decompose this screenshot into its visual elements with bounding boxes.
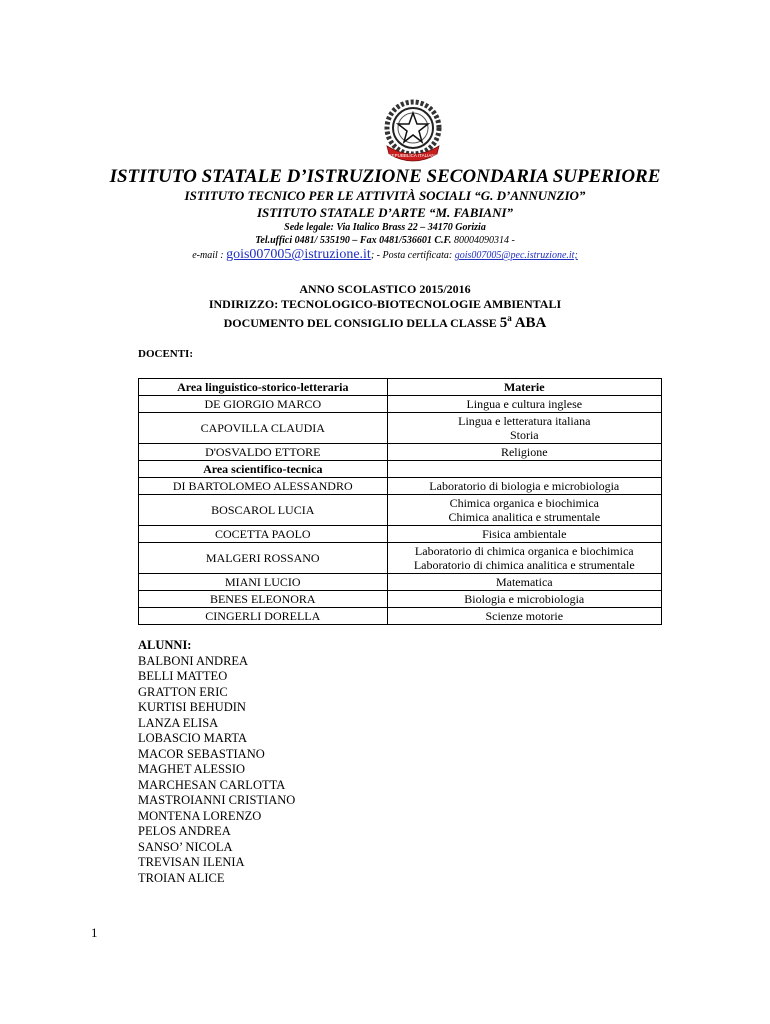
table-row [139,574,662,591]
student-name: MARCHESAN CARLOTTA [138,777,286,792]
email-link[interactable]: gois007005@istruzione.it [226,247,371,262]
teacher-name: MIANI LUCIO [139,574,388,591]
institute-title: ISTITUTO STATALE D’ISTRUZIONE SECONDARIA SUPERIORE [109,166,661,187]
header-area-1: Area linguistico-storico-letteraria [139,379,388,396]
phone-line [0,235,770,246]
table-row [139,413,662,444]
student-name: TREVISAN ILENIA [138,855,245,869]
subject: Lingua e cultura inglese [387,396,661,413]
alunni-label: ALUNNI: [138,638,192,652]
school-name-2: ISTITUTO STATALE D’ARTE “M. FABIANI” [256,205,514,220]
student-name: MONTENA LORENZO [138,808,262,823]
svg-text:REPUBBLICA ITALIANA: REPUBBLICA ITALIANA [388,153,438,158]
pec-link[interactable]: gois007005@pec.istruzione.it; [454,250,578,261]
table-row [139,526,662,543]
table-row [139,495,662,526]
pec-label: ; - Posta certificata: [370,250,453,261]
subject: Chimica organica e biochimica Chimica analitica e strumentale [387,495,661,526]
empty-cell [387,461,661,478]
teacher-name: BENES ELEONORA [139,591,388,608]
teacher-name: CAPOVILLA CLAUDIA [139,413,388,444]
teacher-name: MALGERI ROSSANO [139,543,388,574]
student-name: LANZA ELISA [138,715,219,730]
teacher-name: DE GIORGIO MARCO [139,396,388,413]
table-row [139,396,662,413]
student-name: MASTROIANNI CRISTIANO [138,793,296,807]
address-line: Sede legale: Via Italico Brass 22 – 34170 Gorizia [284,222,486,233]
subject: Scienze motorie [387,608,661,625]
email-label: e-mail : [192,250,224,261]
table-header-row [139,379,662,396]
subject: Biologia e microbiologia [387,591,661,608]
subject: Religione [387,444,661,461]
table-row [139,543,662,574]
header-area-2: Area scientifico-tecnica [139,461,388,478]
school-year: ANNO SCOLASTICO 2015/2016 [299,282,471,296]
table-row [139,591,662,608]
document-title: DOCUMENTO DEL CONSIGLIO DELLA CLASSE [223,316,497,330]
teacher-name: DI BARTOLOMEO ALESSANDRO [139,478,388,495]
document-heading [0,313,770,332]
student-name: KURTISI BEHUDIN [138,700,246,714]
teacher-name: COCETTA PAOLO [139,526,388,543]
teacher-name: CINGERLI DORELLA [139,608,388,625]
italian-republic-emblem [379,96,447,164]
teacher-name: D'OSVALDO ETTORE [139,444,388,461]
student-name: BALBONI ANDREA [138,653,249,668]
subject: Laboratorio di biologia e microbiologia [387,478,661,495]
table-section-row [139,461,662,478]
school-name-1: ISTITUTO TECNICO PER LE ATTIVITÀ SOCIALI “G. D’ANNUNZIO” [184,188,586,203]
table-row [139,444,662,461]
docenti-label: DOCENTI: [138,348,194,360]
student-name: MACOR SEBASTIANO [138,746,265,761]
students-section [138,638,295,886]
subject: Matematica [387,574,661,591]
student-name: GRATTON ERIC [138,684,228,699]
table-row [139,478,662,495]
subject: Laboratorio di chimica organica e biochimica Laboratorio di chimica analitica e strumentale [387,543,661,574]
class-label: 5$^a$ ABA [499,313,547,331]
teacher-name: BOSCAROL LUCIA [139,495,388,526]
phone-fax: Tel.uffici 0481/ 535190 – Fax 0481/536601 C.F. [255,235,452,246]
email-line [0,247,770,263]
fiscal-code: 80004090314 - [453,235,515,246]
indirizzo: INDIRIZZO: TECNOLOGICO-BIOTECNOLOGIE AMBIENTALI [208,297,562,311]
table-row [139,608,662,625]
subject: Fisica ambientale [387,526,661,543]
student-name: MAGHET ALESSIO [138,762,246,776]
student-name: TROIAN ALICE [138,870,225,885]
student-name: BELLI MATTEO [138,669,228,683]
page-number: 1 [91,925,98,940]
header-materie: Materie [387,379,661,396]
subject: Lingua e letteratura italiana Storia [387,413,661,444]
student-name: SANSO’ NICOLA [138,839,233,854]
teachers-table [138,378,662,625]
student-name: LOBASCIO MARTA [138,731,248,745]
student-name: PELOS ANDREA [138,824,231,838]
